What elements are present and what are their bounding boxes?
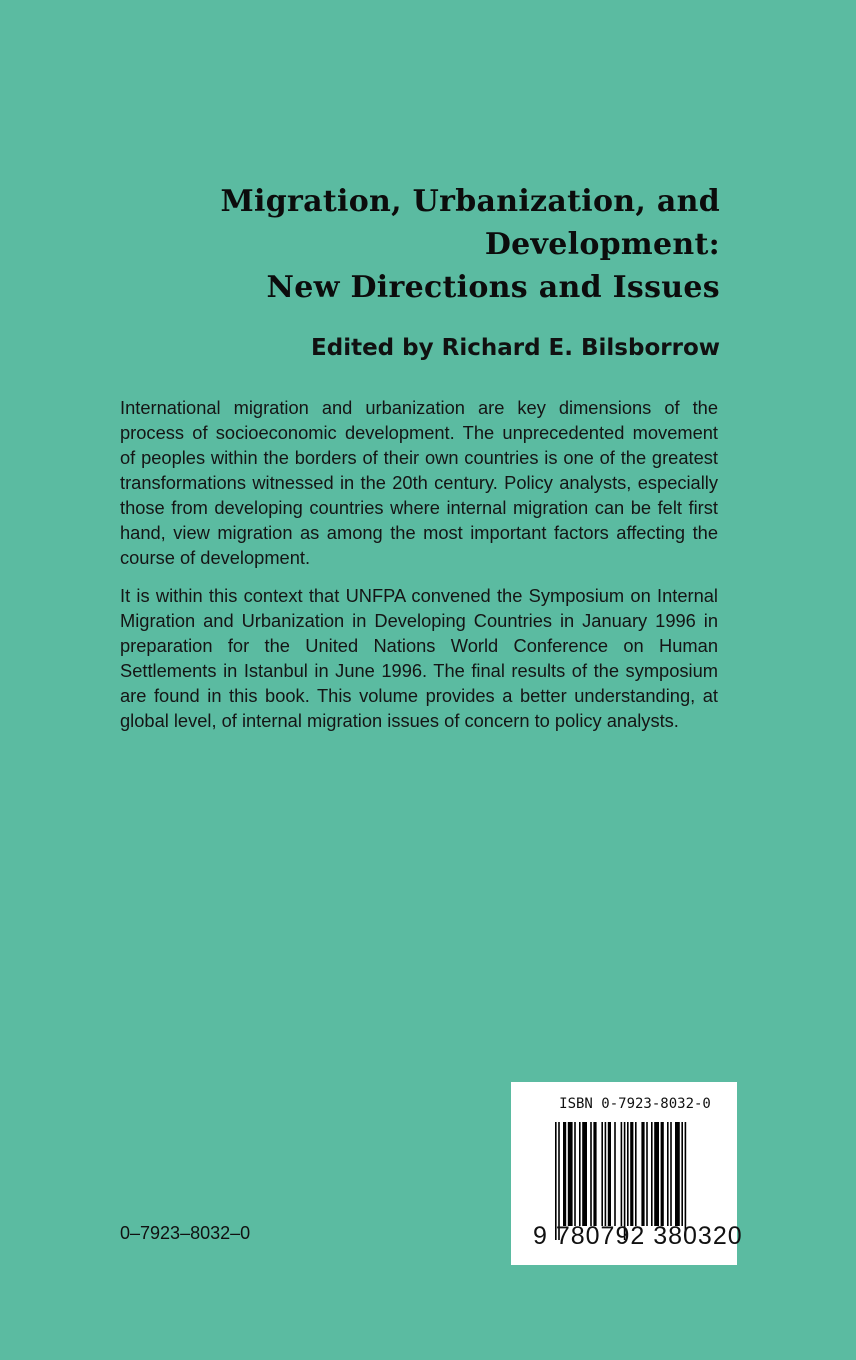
title-line-3: New Directions and Issues	[266, 270, 720, 305]
barcode-bar	[605, 1122, 607, 1226]
title-line-1: Migration, Urbanization, and	[220, 184, 720, 219]
barcode-digits: 9 780792 380320	[533, 1222, 743, 1250]
isbn-barcode	[511, 1082, 743, 1265]
barcode-bar	[651, 1122, 653, 1226]
barcode-bar	[601, 1122, 603, 1226]
barcode-bar	[661, 1122, 664, 1226]
barcode-bar	[630, 1122, 633, 1226]
barcode-bar	[675, 1122, 680, 1226]
barcode-bar	[563, 1122, 566, 1226]
barcode-bar	[579, 1122, 581, 1226]
barcode-bar	[670, 1122, 672, 1226]
barcode-bar	[574, 1122, 576, 1226]
description-paragraph-1: International migration and urbanization are key dimensions of the process of socioeconomic development. The unprecedented movement of peoples within the borders of their own countries is one of the greatest transformations witnessed in the 20th century. Policy analysts, especially those from developing countries where internal migration can be felt first hand, view migration as among the most important factors affecting the course of development.	[120, 397, 718, 568]
barcode-bar	[614, 1122, 616, 1226]
editor-credit: Edited by Richard E. Bilsborrow	[311, 335, 720, 361]
barcode-bar	[608, 1122, 611, 1226]
barcode-bar	[593, 1122, 596, 1226]
title-line-2: Development:	[484, 227, 720, 262]
description-paragraph-2: It is within this context that UNFPA convened the Symposium on Internal Migration and Urbanization in Developing Countries in January 1996 in preparation for the United Nations World Conference on Human Settlements in Istanbul in June 1996. The final results of the symposium are found in this book. This volume provides a better understanding, at global level, of internal migration issues of concern to policy analysts.	[120, 585, 718, 731]
isbn-text: 0–7923–8032–0	[120, 1223, 251, 1243]
barcode-bar	[667, 1122, 669, 1226]
barcode-bar	[646, 1122, 648, 1226]
barcode-bar	[681, 1122, 683, 1226]
barcode-bar	[590, 1122, 592, 1226]
barcode-isbn-label: ISBN 0-7923-8032-0	[559, 1096, 711, 1112]
barcode-bar	[568, 1122, 573, 1226]
barcode-bar	[621, 1122, 623, 1226]
barcode-bar	[627, 1122, 629, 1226]
barcode-bar	[635, 1122, 637, 1226]
barcode-bar	[582, 1122, 587, 1226]
barcode-bar	[654, 1122, 659, 1226]
book-title	[221, 180, 720, 309]
barcode-bar	[641, 1122, 644, 1226]
